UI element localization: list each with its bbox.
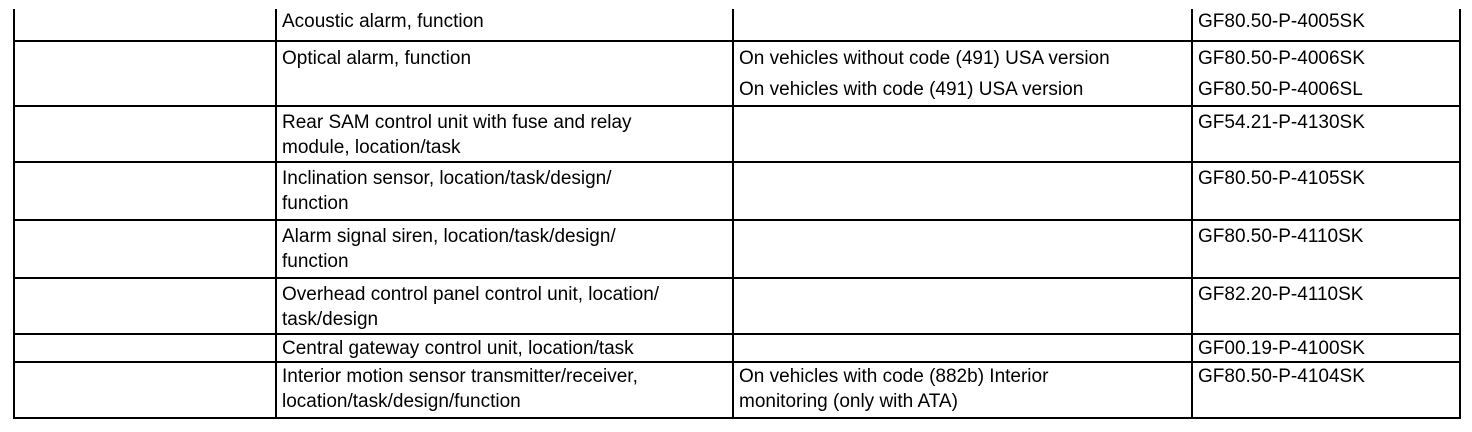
table-row	[14, 41, 1460, 106]
code-cell	[1192, 220, 1460, 278]
condition-cell	[733, 106, 1192, 162]
title-cell	[276, 278, 733, 334]
code-cell	[1192, 41, 1460, 106]
table-row	[14, 162, 1460, 220]
condition-text: On vehicles with code (882b) Interior	[739, 366, 1049, 387]
title-text: Central gateway control unit, location/task	[282, 338, 634, 359]
title-cell	[276, 9, 733, 41]
title-cell	[276, 162, 733, 220]
condition-cell	[733, 220, 1192, 278]
title-text: Acoustic alarm, function	[282, 11, 484, 32]
document-code: GF54.21-P-4130SK	[1198, 112, 1365, 133]
document-code: GF80.50-P-4006SL	[1198, 79, 1363, 100]
title-cell	[276, 362, 733, 418]
title-cell	[276, 220, 733, 278]
code-cell	[1192, 334, 1460, 362]
document-code: GF80.50-P-4104SK	[1198, 366, 1365, 387]
title-cell	[276, 41, 733, 106]
condition-cell	[733, 162, 1192, 220]
blank-cell	[14, 9, 276, 41]
blank-cell	[14, 162, 276, 220]
table-row	[14, 9, 1460, 41]
code-cell	[1192, 278, 1460, 334]
condition-cell	[733, 362, 1192, 418]
title-text: Alarm signal siren, location/task/design/	[282, 226, 616, 247]
title-cell	[276, 106, 733, 162]
condition-text: monitoring (only with ATA)	[739, 391, 958, 412]
blank-cell	[14, 334, 276, 362]
condition-text: On vehicles with code (491) USA version	[739, 79, 1084, 100]
code-cell	[1192, 9, 1460, 41]
condition-cell	[733, 334, 1192, 362]
code-cell	[1192, 362, 1460, 418]
document-code: GF82.20-P-4110SK	[1198, 284, 1364, 305]
document-table	[13, 9, 1461, 419]
condition-cell	[733, 9, 1192, 41]
title-text: Optical alarm, function	[282, 48, 472, 69]
title-text: module, location/task	[282, 137, 461, 158]
code-cell	[1192, 106, 1460, 162]
condition-text: On vehicles without code (491) USA version	[739, 48, 1110, 69]
table-row	[14, 278, 1460, 334]
title-text: Interior motion sensor transmitter/receiver,	[282, 366, 638, 387]
title-cell	[276, 334, 733, 362]
title-text: function	[282, 193, 349, 214]
blank-cell	[14, 106, 276, 162]
table-row	[14, 334, 1460, 362]
table-row	[14, 362, 1460, 418]
blank-cell	[14, 278, 276, 334]
title-text: location/task/design/function	[282, 391, 521, 412]
title-text: Overhead control panel control unit, location/	[282, 284, 660, 305]
blank-cell	[14, 41, 276, 106]
title-text: Rear SAM control unit with fuse and relay	[282, 112, 632, 133]
table-row	[14, 106, 1460, 162]
title-text: Inclination sensor, location/task/design/	[282, 168, 612, 189]
code-cell	[1192, 162, 1460, 220]
document-code: GF80.50-P-4110SK	[1198, 226, 1364, 247]
blank-cell	[14, 362, 276, 418]
condition-cell	[733, 278, 1192, 334]
blank-cell	[14, 220, 276, 278]
document-code: GF00.19-P-4100SK	[1198, 338, 1365, 359]
condition-cell	[733, 41, 1192, 106]
title-text: task/design	[282, 309, 379, 330]
document-code: GF80.50-P-4005SK	[1198, 11, 1365, 32]
table-row	[14, 220, 1460, 278]
title-text: function	[282, 251, 349, 272]
document-code: GF80.50-P-4006SK	[1198, 48, 1365, 69]
document-code: GF80.50-P-4105SK	[1198, 168, 1365, 189]
